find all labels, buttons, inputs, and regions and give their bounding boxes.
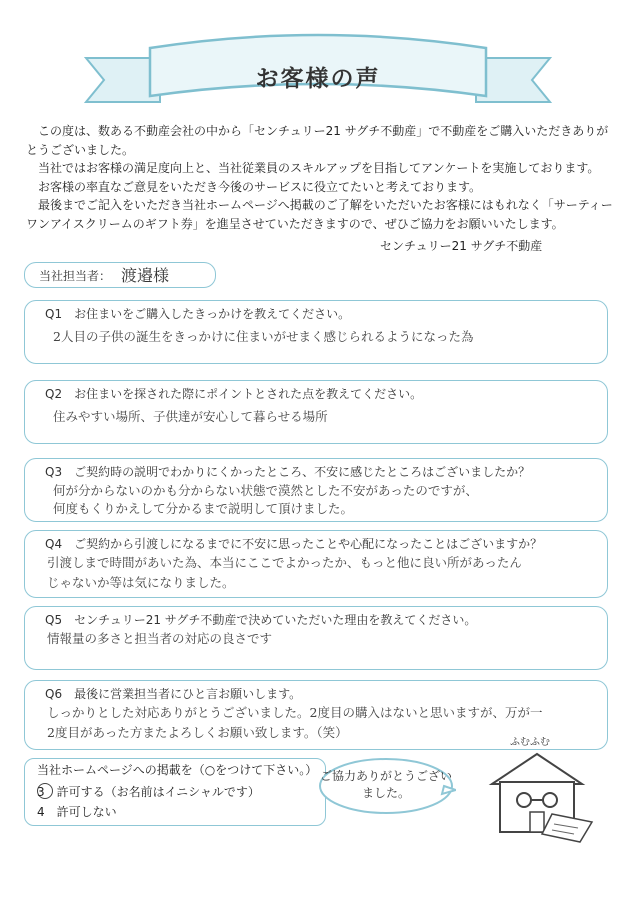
thanks-message: ご協力ありがとうございました。	[319, 769, 452, 800]
staff-name: 渡邉様	[121, 266, 170, 285]
answer-text: しっかりとした対応ありがとうございました。2度目の購入はないと思いますが、万が一	[47, 705, 543, 720]
question-box-q5	[24, 606, 608, 670]
question-text: Q5 センチュリー21 サグチ不動産で決めていただいた理由を教えてください。	[45, 613, 477, 627]
answer-text: 何が分からないのかも分からない状態で漠然とした不安があったのですが、	[53, 483, 478, 498]
answer-text: じゃないか等は気になりました。	[47, 575, 235, 590]
answer-text: 引渡しまで時間があいた為、本当にここでよかったか、もっと他に良い所があったん	[47, 555, 522, 570]
question-text: Q4 ご契約から引渡しになるまでに不安に思ったことや心配になったことはございますか？	[45, 537, 543, 551]
answer-text: 住みやすい場所、子供達が安心して暮らせる場所	[53, 409, 328, 424]
intro-paragraph: 最後までご記入をいただき当社ホームページへ掲載のご了解をいただいたお客様にはもれなく「サーティーワンアイスクリームのギフト券」を進呈させていただきますので、ぜひご協力をお願いいたします。	[26, 198, 613, 231]
intro-text	[26, 122, 616, 233]
consent-title: 当社ホームページへの掲載を（○をつけて下さい。）	[37, 763, 318, 777]
consent-option-deny[interactable]: 4 許可しない	[37, 805, 117, 819]
company-signature: センチュリー21 サグチ不動産	[380, 239, 543, 253]
intro-paragraph: 当社ではお客様の満足度向上と、当社従業員のスキルアップを目指してアンケートを実施しております。	[38, 161, 600, 175]
consent-option-allow[interactable]: 3 許可する（お名前はイニシャルです）	[37, 785, 260, 799]
answer-text: 2人目の子供の誕生をきっかけに住まいがせまく感じられるようになった為	[53, 329, 474, 344]
answer-text: 何度もくりかえして分かるまで説明して頂けました。	[53, 501, 354, 516]
intro-paragraph: この度は、数ある不動産会社の中から「センチュリー21 サグチ不動産」で不動産をご購入いただきありがとうございました。	[26, 124, 609, 157]
question-box-q4	[24, 530, 608, 598]
sound-effect-text: ふむふむ	[510, 737, 550, 748]
answer-text: 情報量の多さと担当者の対応の良さです	[47, 631, 273, 646]
staff-field	[24, 262, 216, 288]
page-title: お客様の声	[255, 66, 381, 92]
question-text: Q6 最後に営業担当者にひと言お願いします。	[45, 687, 302, 701]
answer-text: 2度目があった方またよろしくお願い致します。（笑）	[47, 725, 348, 740]
question-text: Q3 ご契約時の説明でわかりにくかったところ、不安に感じたところはございましたか？	[45, 465, 531, 479]
question-text: Q1 お住まいをご購入したきっかけを教えてください。	[45, 307, 351, 321]
question-text: Q2 お住まいを探された際にポイントとされた点を教えてください。	[45, 387, 423, 401]
homepage-consent-box	[24, 758, 326, 826]
question-box-q1	[24, 300, 608, 364]
house-mascot-illustration	[482, 744, 602, 844]
question-box-q2	[24, 380, 608, 444]
question-box-q3	[24, 458, 608, 522]
staff-label: 当社担当者：	[39, 269, 112, 283]
intro-paragraph: お客様の率直なご意見をいただき今後のサービスに役立てたいと考えております。	[38, 179, 482, 194]
